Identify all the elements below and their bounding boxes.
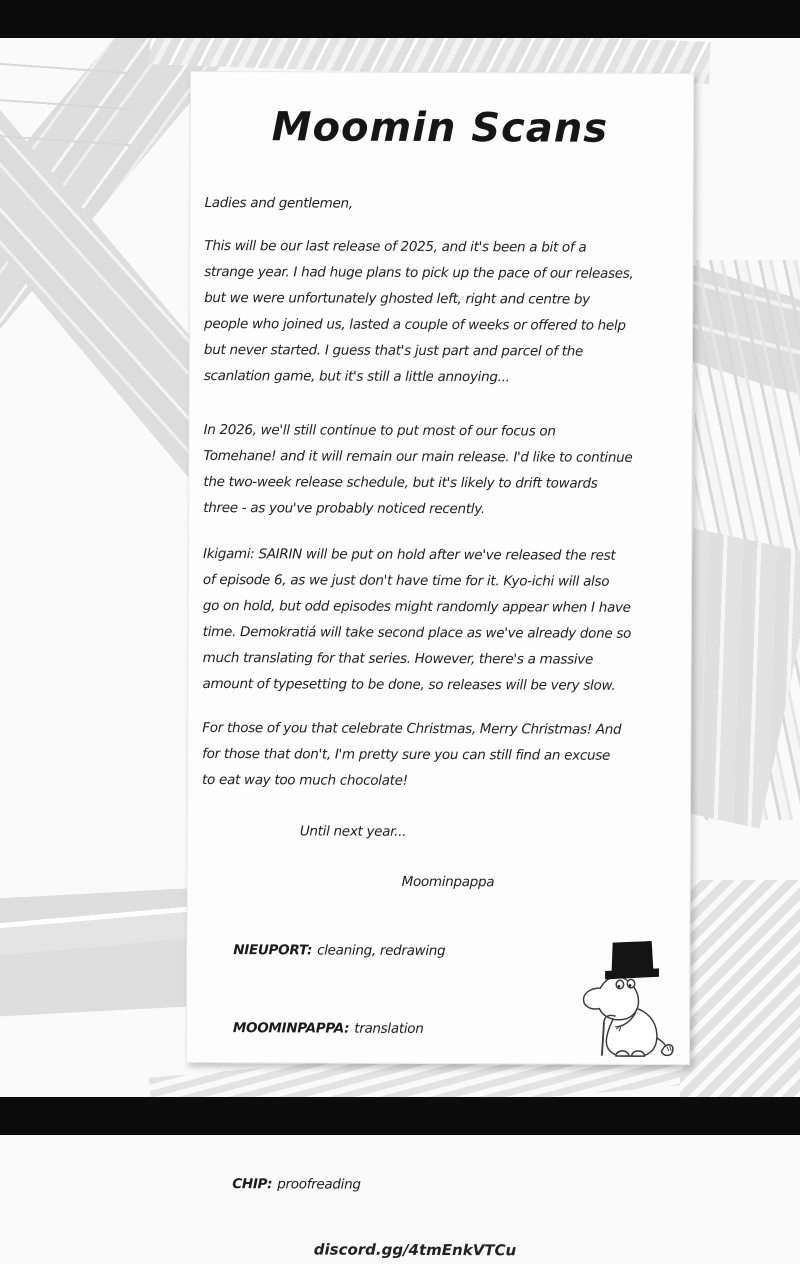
paragraph-1: This will be our last release of 2025, and it's been a bit of a strange year. I had huge plans to pick up the pace of our releases, but we were unfortunately ghosted left, right and centre by people who joined us, lasted a couple of weeks or offered to help but never started. I guess that's just part and parcel of the scanlation game, but it's still a little annoying... [203, 237, 634, 386]
signature: Moominpappa [401, 873, 495, 891]
credit-name: CHIP: [232, 1176, 273, 1193]
brush-stroke [0, 56, 130, 156]
credit-name: NIEUPORT: [233, 942, 313, 959]
paragraph-3: Ikigami: SAIRIN will be put on hold after we've released the rest of episode 6, as we just don't have time for it. Kyo-ichi will also go on hold, but odd episodes might randomly appear when I have time. Demokratiá will take second place as we've already done so much translating for that series. However, there's a massive amount of typesetting to be done, so releases will be very slow. [202, 545, 632, 694]
credit-row [200, 1145, 670, 1225]
group-title: Moomin Scans [271, 104, 609, 152]
credits-card [186, 71, 694, 1260]
credit-role: translation [354, 1020, 424, 1037]
credit-name: MOOMINPAPPA: [232, 1020, 350, 1037]
paragraph-4: For those of you that celebrate Christmas, Merry Christmas! And for those that don't, I'm pretty sure you can still find an excuse to eat way too much chocolate! [202, 719, 622, 789]
salutation: Ladies and gentlemen, [204, 194, 353, 212]
brush-stroke [680, 880, 800, 1097]
credit-role: proofreading [277, 1176, 361, 1193]
moominpappa-illustration [571, 929, 688, 1060]
bottom-black-bar [0, 1097, 800, 1135]
paragraph-2: In 2026, we'll still continue to put most of our focus on Tomehane! and it will remain our main release. I'd like to continue the two-week release schedule, but it's likely to drift towards three - as you've probably noticed recently. [203, 421, 633, 518]
closing-line: Until next year... [299, 823, 407, 840]
top-black-bar [0, 0, 800, 38]
discord-invite-text: discord.gg/4tmEnkVTCu [313, 1240, 517, 1260]
credit-role: cleaning, redrawing [317, 942, 446, 960]
